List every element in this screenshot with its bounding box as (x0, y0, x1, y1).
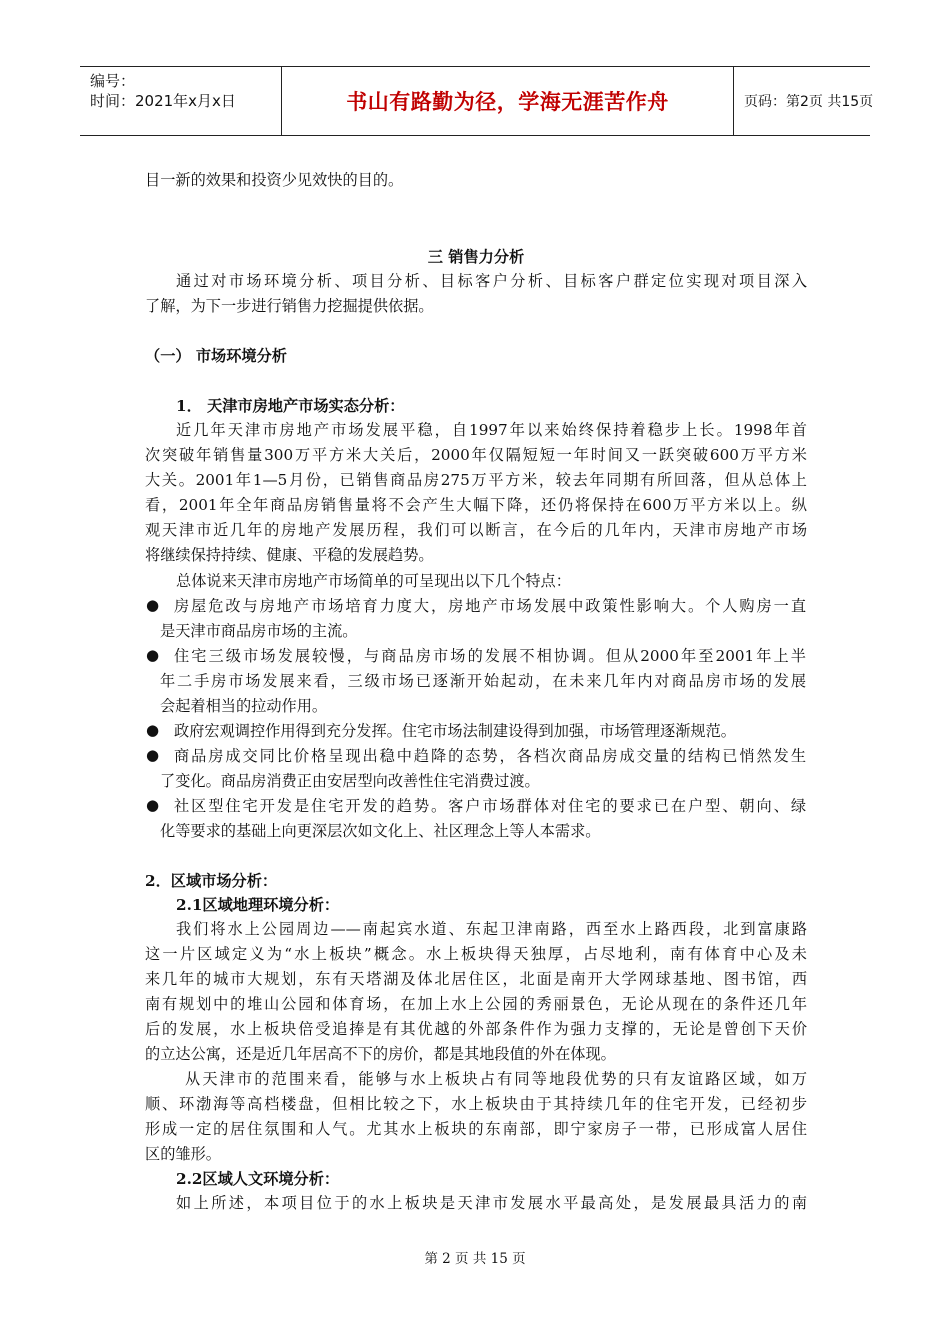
bullet-line: 住宅三级市场发展较慢，与商品房市场的发展不相协调。但从2000年至2001年上半 (174, 647, 806, 665)
bullet-line: 是天津市商品房市场的主流。 (160, 622, 358, 640)
intro-line: 通过对市场环境分析、项目分析、目标客户分析、目标客户群定位实现对项目深入 (176, 272, 807, 290)
motto: 书山有路勤为径，学海无涯苦作舟 (346, 90, 669, 114)
para-line: 后的发展，水上板块倍受追捧是有其优越的外部条件作为强力支撑的，无论是曾创下天价 (145, 1020, 807, 1038)
para-line: 我们将水上公园周边——南起宾水道、东起卫津南路，西至水上路西段，北到富康路 (176, 920, 807, 938)
section-title: 三 销售力分析 (427, 248, 525, 266)
para-line: 来几年的城市大规划，东有天塔湖及体北居住区，北面是南开大学网球基地、图书馆，西 (145, 970, 807, 988)
para-line: 将继续保持持续、健康、平稳的发展趋势。 (145, 546, 434, 564)
para-line: 形成一定的居住氛围和人气。尤其水上板块的东南部，即宁家房子一带，已形成富人居住 (145, 1120, 807, 1138)
header-page-code: 页码：第2页 共15页 (744, 94, 874, 110)
bullet-icon: ● (146, 596, 160, 614)
para-line: 次突破年销售量300万平方米大关后，2000年仅隔短短一年时间又一跃突破600万平方米 (145, 446, 807, 464)
bullet-line: 年二手房市场发展来看，三级市场已逐渐开始起动，在未来几年内对商品房市场的发展 (160, 672, 806, 690)
bullet-line: 社区型住宅开发是住宅开发的趋势。客户市场群体对住宅的要求已在户型、朝向、绿 (174, 797, 806, 815)
page-header (80, 66, 874, 136)
para-line: 南有规划中的堆山公园和体育场，在加上水上公园的秀丽景色，无论从现在的条件还几年 (145, 995, 807, 1013)
page-footer: 第 2 页 共 15 页 (424, 1251, 526, 1267)
header-motto-cell (282, 67, 734, 135)
para-line: 的立达公寓，还是近几年居高不下的房价，都是其地段值的外在体现。 (145, 1045, 616, 1063)
para-line: 观天津市近几年的房地产发展历程，我们可以断言，在今后的几年内，天津市房地产市场 (145, 521, 807, 539)
heading-1: 1． 天津市房地产市场实态分析： (176, 397, 405, 415)
bullet-line: 会起着相当的拉动作用。 (160, 697, 328, 715)
heading-2-1: 2.1区域地理环境分析： (176, 896, 340, 914)
para-line: 看，2001年全年商品房销售量将不会产生大幅下降，还仍将保持在600万平方米以上。纵 (145, 496, 807, 514)
bullet-line: 化等要求的基础上向更深层次如文化上、社区理念上等人本需求。 (160, 822, 601, 840)
header-meta (80, 67, 282, 135)
bullet-icon: ● (146, 721, 160, 739)
bullet-icon: ● (146, 796, 160, 814)
bullet-line: 房屋危改与房地产市场培育力度大，房地产市场发展中政策性影响大。个人购房一直 (174, 597, 806, 615)
bullet-icon: ● (146, 646, 160, 664)
date-label: 时间：2021年x月x日 (90, 92, 236, 110)
para-line: 顺、环渤海等高档楼盘，但相比较之下，水上板块由于其持续几年的住宅开发，已经初步 (145, 1095, 807, 1113)
bullet-icon: ● (146, 746, 160, 764)
para-line: 区的雏形。 (145, 1145, 221, 1163)
para-line: 总体说来天津市房地产市场简单的可呈现出以下几个特点： (176, 572, 571, 590)
bullet-line: 了变化。商品房消费正由安居型向改善性住宅消费过渡。 (160, 772, 540, 790)
heading-2: 2．区域市场分析： (145, 872, 278, 890)
para-line: 大关。2001年1—5月份，已销售商品房275万平方米，较去年同期有所回落，但从总体上 (145, 471, 807, 489)
serial-label: 编号： (90, 72, 136, 90)
para-line: 这一片区域定义为“水上板块”概念。水上板块得天独厚，占尽地利，南有体育中心及未 (145, 945, 807, 963)
para-line: 从天津市的范围来看，能够与水上板块占有同等地段优势的只有友谊路区域，如万 (185, 1070, 807, 1088)
bullet-line: 政府宏观调控作用得到充分发挥。住宅市场法制建设得到加强，市场管理逐渐规范。 (174, 722, 736, 740)
subsection-heading: （一） 市场环境分析 (145, 347, 287, 365)
intro-line: 了解，为下一步进行销售力挖掘提供依据。 (145, 297, 434, 315)
heading-2-2: 2.2区域人文环境分析： (176, 1170, 340, 1188)
para-line: 如上所述，本项目位于的水上板块是天津市发展水平最高处，是发展最具活力的南 (176, 1194, 807, 1212)
bullet-line: 商品房成交同比价格呈现出稳中趋降的态势，各档次商品房成交量的结构已悄然发生 (174, 747, 806, 765)
para-line: 近几年天津市房地产市场发展平稳，自1997年以来始终保持着稳步上长。1998年首 (176, 421, 807, 439)
carry-over-line: 目一新的效果和投资少见效快的目的。 (145, 171, 404, 189)
